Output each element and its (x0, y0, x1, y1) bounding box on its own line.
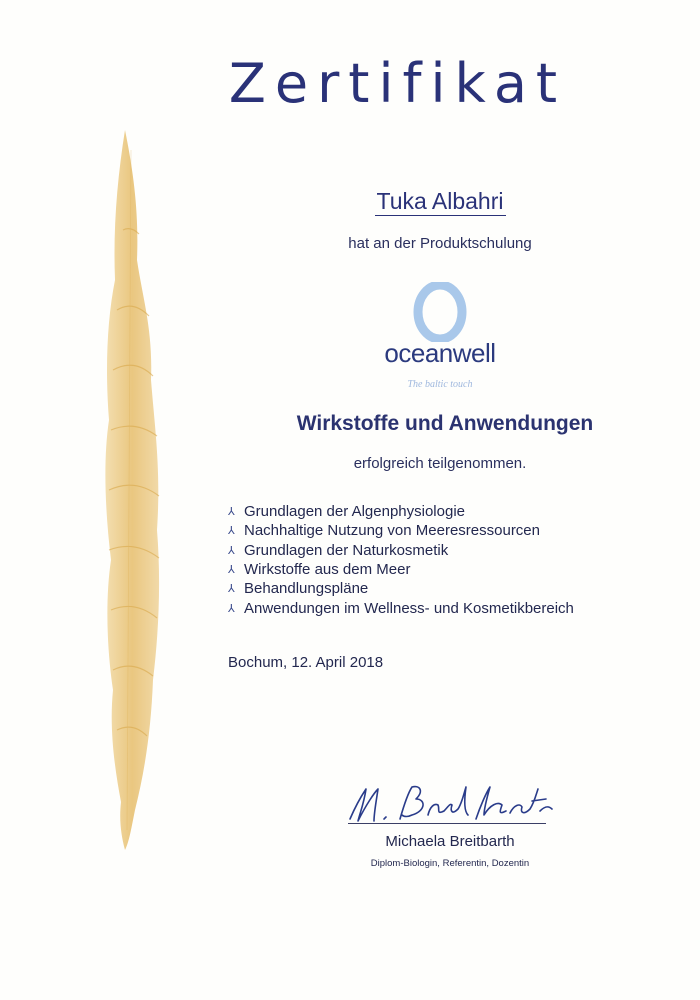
signature-image (340, 775, 560, 830)
list-item: ⅄ Behandlungspläne (228, 580, 369, 598)
intro-text: hat an der Produktschulung (348, 235, 532, 252)
list-item: ⅄ Wirkstoffe aus dem Meer (228, 561, 411, 579)
kelp-illustration (95, 130, 190, 850)
bullet-icon: ⅄ (228, 602, 235, 615)
signer-role: Diplom-Biologin, Referentin, Dozentin (370, 858, 530, 869)
bullet-icon: ⅄ (228, 564, 235, 577)
logo-word: oceanwell (384, 338, 496, 368)
bullet-icon: ⅄ (228, 544, 235, 557)
list-item: ⅄ Nachhaltige Nutzung von Meeresressourcen (228, 522, 540, 540)
bullet-icon: ⅄ (228, 583, 235, 596)
list-item: ⅄ Grundlagen der Naturkosmetik (228, 541, 449, 559)
recipient-name: Tuka Albahri (376, 188, 504, 214)
bullet-icon: ⅄ (228, 525, 235, 538)
certificate-title: Zertifikat (228, 52, 567, 115)
place-date: Bochum, 12. April 2018 (228, 654, 384, 671)
recipient-name-wrap (290, 188, 590, 215)
completed-text: erfolgreich teilgenommen. (353, 455, 527, 472)
signature-line (348, 823, 546, 824)
oceanwell-mark-icon (355, 282, 525, 342)
topic-list (228, 502, 574, 618)
bullet-icon: ⅄ (228, 506, 235, 519)
list-item: ⅄ Anwendungen im Wellness- und Kosmetikbereich (228, 599, 574, 617)
course-title: Wirkstoffe und Anwendungen (296, 412, 594, 435)
oceanwell-logo (355, 282, 525, 402)
list-item: ⅄ Grundlagen der Algenphysiologie (228, 503, 465, 521)
signer-name: Michaela Breitbarth (385, 833, 515, 850)
logo-tagline: The baltic touch (407, 379, 473, 390)
